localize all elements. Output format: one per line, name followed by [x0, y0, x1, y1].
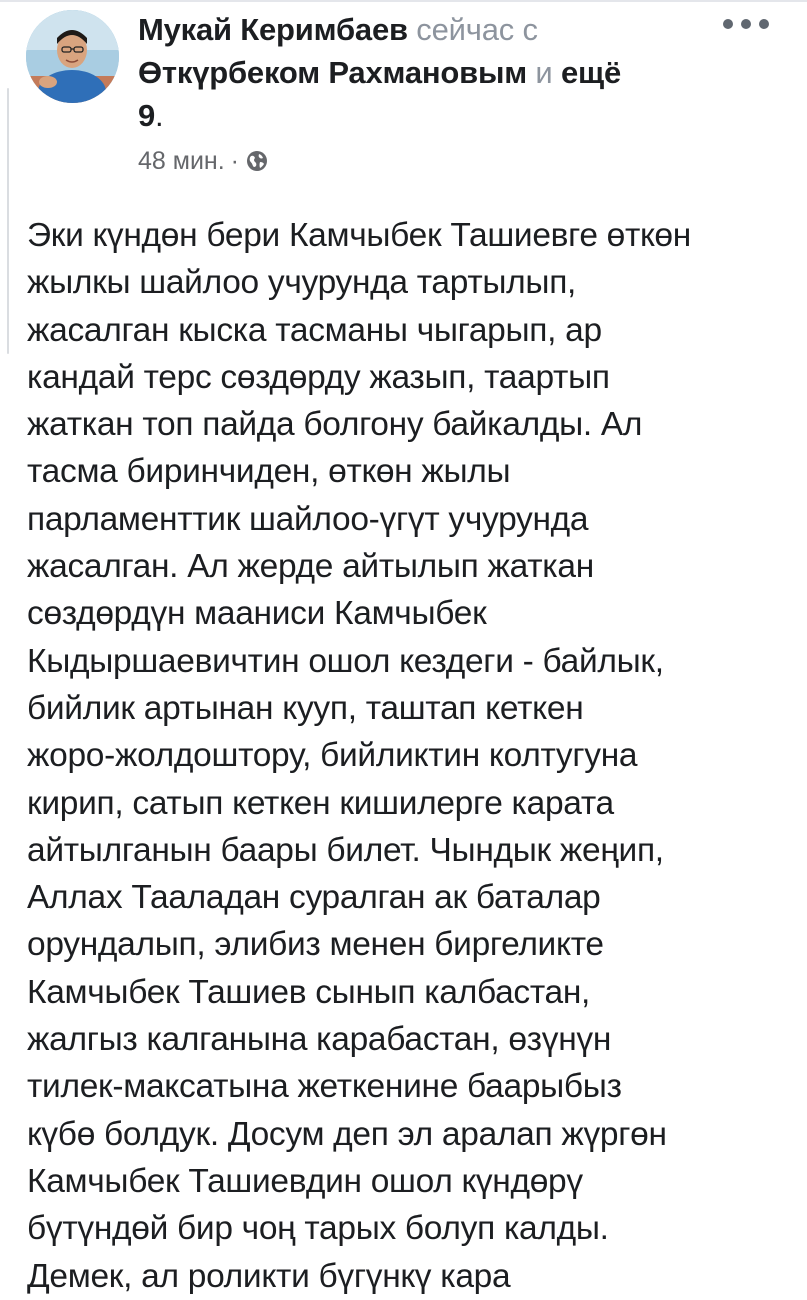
post-body-text: Эки күндөн бери Камчыбек Ташиевге өткөн жылкы шайлоо учурунда тартылып, жасалган кыска тасманы чыгарып, ар кандай терс сөздөрду жазып, таартып жаткан топ пайда болгону байкалды. Ал тасма биринчиден, өткөн жылы парламенттик шайлоо-үгүт учурунда жасалган. Ал жерде айтылып жаткан сөздөрдүн мааниси Камчыбек Кыдыршаевичтин ошол кездеги - байлык, бийлик артынан кууп, таштап кеткен жоро-жолдоштору, бийликтин колтугуна кирип, сатып кеткен кишилерге карата айтылганын баары билет. Чындык жеңип, Аллах Тааладан суралган ак баталар орундалып, элибиз менен биргеликте Камчыбек Ташиев сынып калбастан, жалгыз калганына карабастан, өзүнүн тилек-максатына жеткенине баарыбыз күбө болдук. Досум деп эл аралап жүргөн Камчыбек Ташиевдин ошол күндөрү бүтүндөй бир чоң тарых болуп калды. Демек, ал роликти бүгүнкү кара — [27, 217, 691, 1295]
more-dot-3 — [759, 19, 769, 29]
more-dot-1 — [723, 19, 733, 29]
and-text: и — [535, 55, 553, 90]
more-dot-2 — [741, 19, 751, 29]
post-time[interactable]: 48 мин. — [138, 147, 225, 175]
globe-icon[interactable] — [245, 149, 269, 173]
meta-separator: · — [230, 147, 239, 175]
avatar[interactable] — [26, 10, 119, 103]
more-options-icon[interactable] — [723, 12, 769, 36]
left-edge-line — [7, 88, 9, 354]
post-header — [138, 8, 718, 137]
header-period: . — [155, 98, 164, 133]
post-meta — [138, 145, 269, 177]
status-text: сейчас с — [416, 12, 538, 47]
author-name[interactable]: Мукай Керимбаев — [138, 12, 408, 47]
top-divider — [0, 0, 807, 2]
tagged-user[interactable]: Өткүрбеком Рахмановым — [138, 55, 527, 90]
others-label[interactable]: ещё — [560, 55, 622, 90]
others-count[interactable]: 9 — [138, 98, 156, 133]
avatar-photo — [26, 10, 119, 103]
